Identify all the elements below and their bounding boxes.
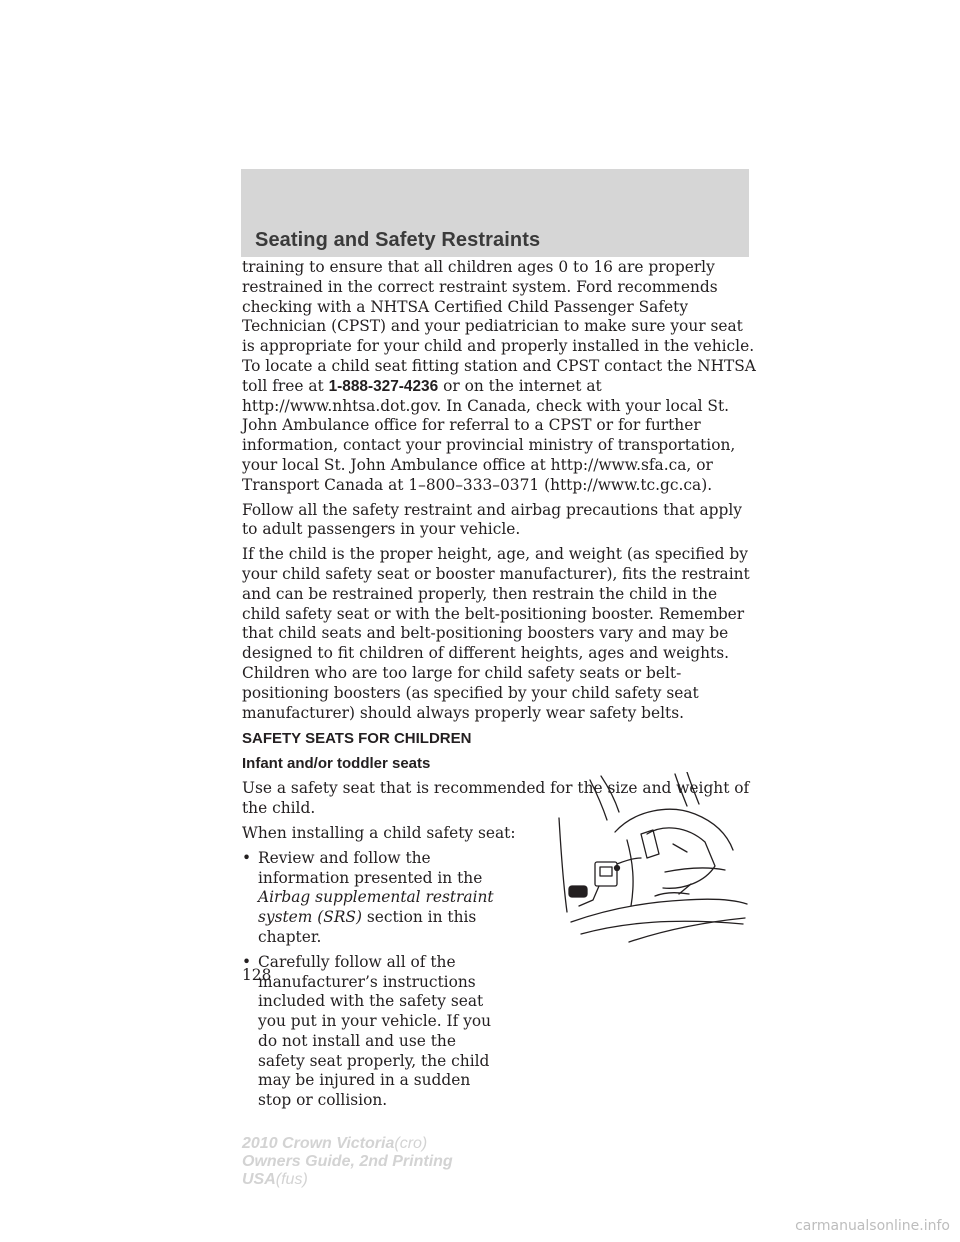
bullet-list <box>242 849 502 1111</box>
paragraph-recommended-seat: Use a safety seat that is recommended for the size and weight of the child. <box>242 779 750 818</box>
footer-model-code: (cro) <box>394 1135 428 1152</box>
bullet-text: Carefully follow all of the manufacturer’s instructions included with the safety seat you put in your vehicle. If you do not install and use the safety seat properly, the child may be injured in a sudden stop or collision. <box>258 952 492 1110</box>
page-number: 128 <box>242 966 272 984</box>
bullet-symbol: • <box>242 952 252 971</box>
list-item <box>242 849 502 948</box>
footer-line-3 <box>242 1171 453 1189</box>
watermark: carmanualsonline.info <box>795 1218 950 1234</box>
footer-region: USA <box>242 1171 276 1188</box>
footer-region-code: (fus) <box>275 1171 308 1188</box>
paragraph-precautions: Follow all the safety restraint and airbag precautions that apply to adult passengers in your vehicle. <box>242 500 742 539</box>
paragraph-installing: When installing a child safety seat: <box>242 823 516 842</box>
heading-safety-seats: SAFETY SEATS FOR CHILDREN <box>242 730 472 748</box>
footer-line-2: Owners Guide, 2nd Printing <box>242 1153 453 1170</box>
paragraph-proper-fit: If the child is the proper height, age, and weight (as specified by your child safety seat or booster manufacturer), fits the restraint and can be restrained properly, then restrain the child in the child safety seat or with the belt-positioning booster. Remember that child seats and belt-positioning boosters vary and may be designed to fit children of different heights, ages and weights. Children who are too large for child safety seats or belt-positioning boosters (as specified by your child safety seat manufacturer) should always properly wear safety belts. <box>242 545 750 722</box>
section-title: Seating and Safety Restraints <box>255 229 541 251</box>
referral-text-continued: or on the internet at http://www.nhtsa.dot.gov. In Canada, check with your local St. John Ambulance office for referral to a CPST or for further information, contact your provincial ministry of transportation, your local St. John Ambulance office at http://www.sfa.ca, or Transport Canada at 1–800–333–0371 (http://www.tc.gc.ca). <box>242 376 736 494</box>
nhtsa-phone-number: 1-888-327-4236 <box>328 377 439 395</box>
child-seat-belt-illustration <box>555 772 750 944</box>
bullet-symbol: • <box>242 848 252 867</box>
bullet-text-end: section in this chapter. <box>258 908 477 946</box>
referral-text: training to ensure that all children ages 0 to 16 are properly restrained in the correct restraint system. Ford recommends checking with a NHTSA Certified Child Passenger Safety Technician (CPST) and your pediatrician to make sure your seat is appropriate for your child and properly installed in the vehicle. To locate a child seat fitting station and CPST contact the NHTSA toll free at <box>242 258 756 395</box>
footer-print-info <box>242 1135 453 1189</box>
paragraph-referral <box>242 258 757 496</box>
srs-section-reference: Airbag supplemental restraint system (SRS) <box>258 888 494 927</box>
footer-line-1 <box>242 1135 453 1153</box>
footer-model: 2010 Crown Victoria <box>242 1135 395 1152</box>
heading-infant-toddler: Infant and/or toddler seats <box>242 755 431 773</box>
body-text <box>242 258 757 1116</box>
bullet-text: Review and follow the information presented in the <box>258 848 483 887</box>
list-item <box>242 953 502 1111</box>
